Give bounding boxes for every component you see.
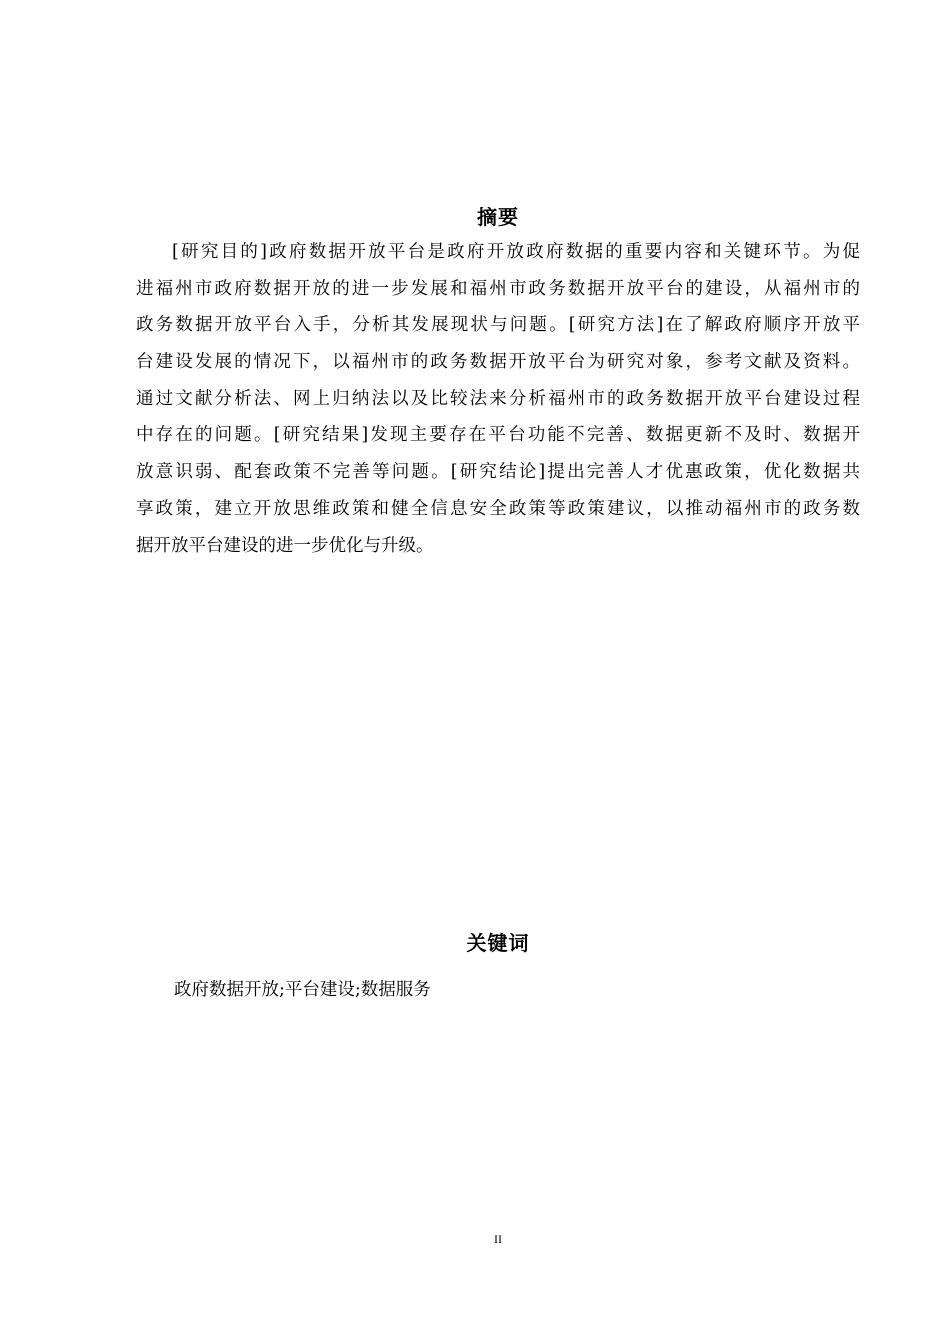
page-number: II: [494, 1232, 502, 1246]
abstract-line: 进福州市政府数据开放的进一步发展和福州市政务数据开放平台的建设，从福州市的: [136, 278, 860, 299]
abstract-line: [研究目的]政府数据开放平台是政府开放政府数据的重要内容和关键环节。为促: [172, 242, 860, 262]
abstract-line: 通过文献分析法、网上归纳法以及比较法来分析福州市的政务数据开放平台建设过程: [136, 388, 860, 409]
keywords-text: 政府数据开放;平台建设;数据服务: [174, 980, 431, 1000]
abstract-line: 放意识弱、配套政策不完善等问题。[研究结论]提出完善人才优惠政策，优化数据共: [136, 462, 860, 483]
abstract-line: 政务数据开放平台入手，分析其发展现状与问题。[研究方法]在了解政府顺序开放平: [136, 315, 860, 336]
abstract-body: [136, 234, 860, 564]
abstract-line: 中存在的问题。[研究结果]发现主要存在平台功能不完善、数据更新不及时、数据开: [136, 425, 860, 446]
abstract-line: 享政策，建立开放思维政策和健全信息安全政策等政策建议，以推动福州市的政务数: [136, 498, 860, 519]
abstract-line: 据开放平台建设的进一步优化与升级。: [136, 535, 434, 556]
keywords-heading: 关键词: [466, 931, 530, 955]
abstract-heading: 摘要: [477, 205, 519, 229]
abstract-line: 台建设发展的情况下，以福州市的政务数据开放平台为研究对象，参考文献及资料。: [136, 352, 860, 373]
